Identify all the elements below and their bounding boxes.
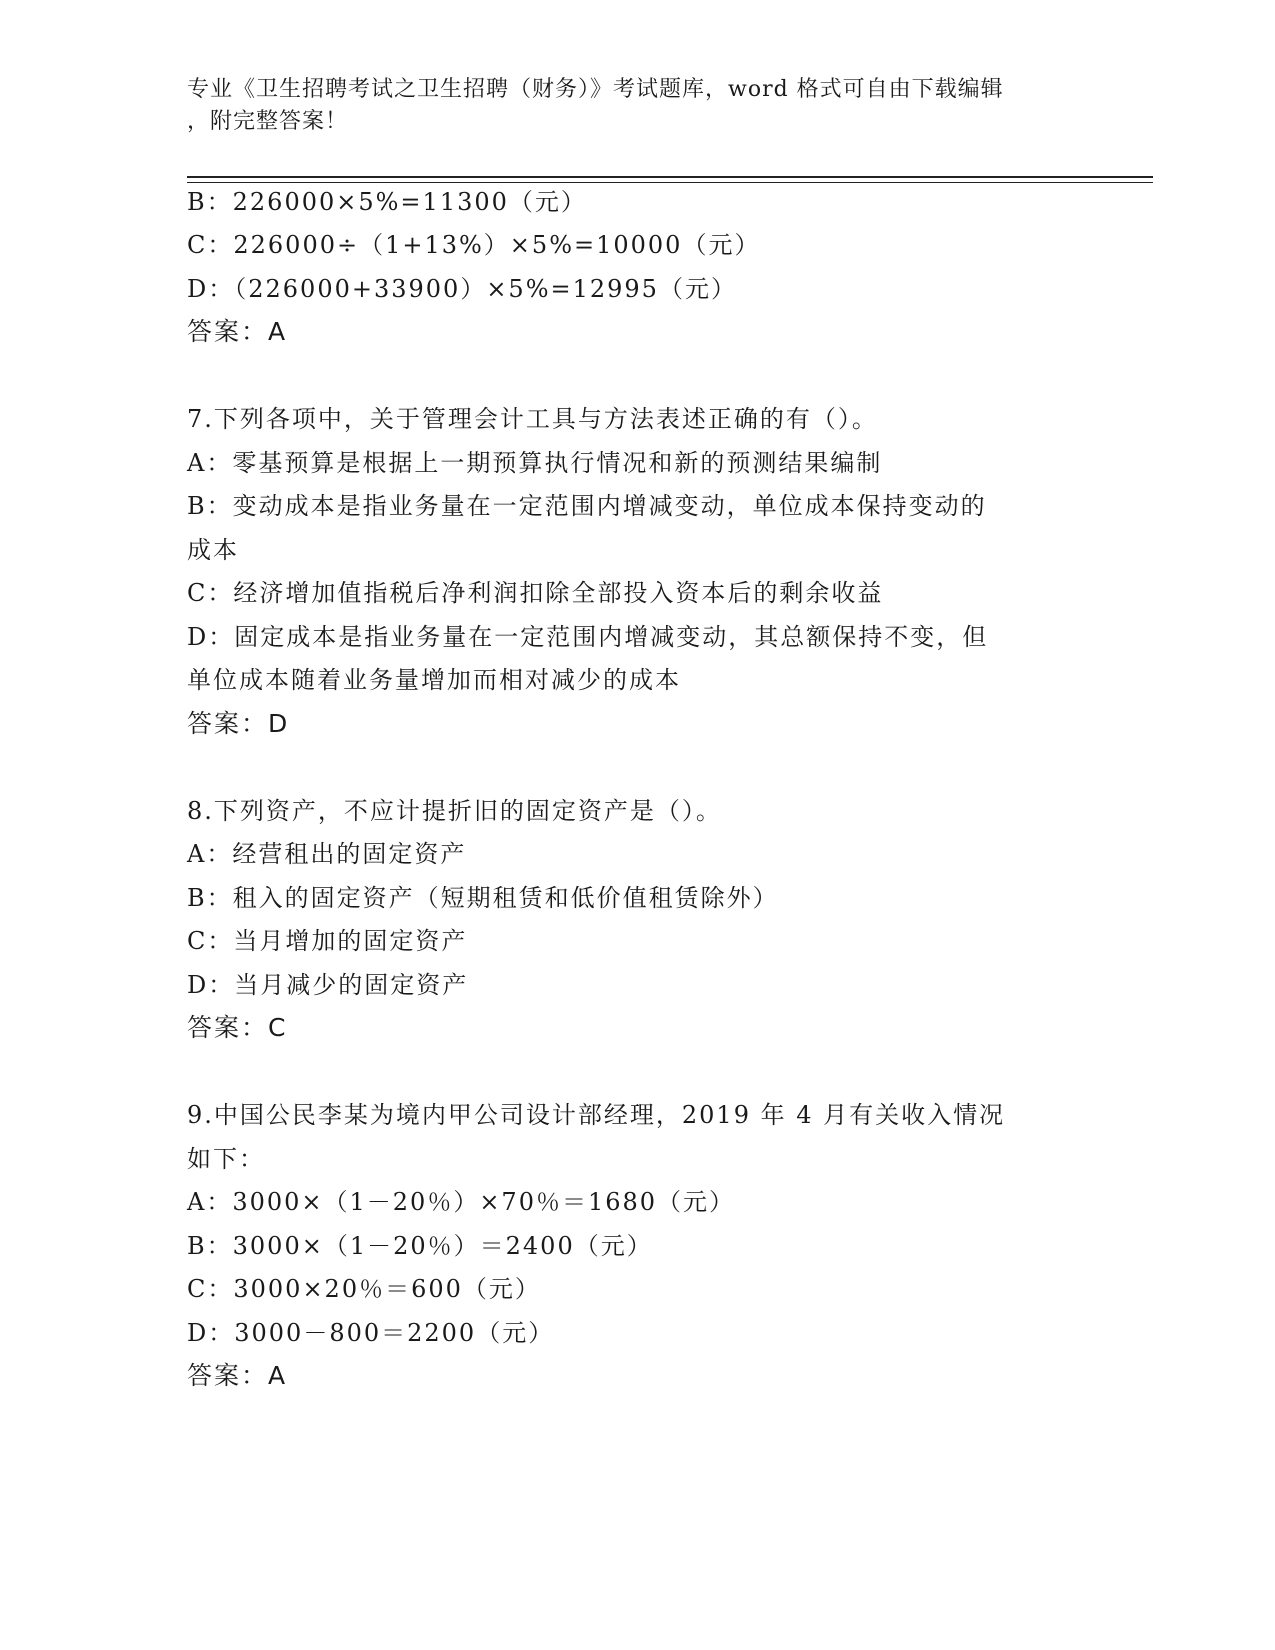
q8-stem: 8.下列资产，不应计提折旧的固定资产是（）。 [187, 797, 722, 825]
q9-stem-line1: 9.中国公民李某为境内甲公司设计部经理，2019 年 4 月有关收入情况 [187, 1101, 1006, 1129]
q9-option-b: B：3000×（1－20％）＝2400（元） [187, 1232, 653, 1260]
q7-option-c: C：经济增加值指税后净利润扣除全部投入资本后的剩余收益 [187, 579, 884, 607]
q9-option-a: A：3000×（1－20％）×70％＝1680（元） [187, 1188, 736, 1216]
q8-option-c: C：当月增加的固定资产 [187, 927, 468, 955]
q7-option-d-line1: D：固定成本是指业务量在一定范围内增减变动，其总额保持不变，但 [187, 623, 989, 651]
q6-answer: 答案：A [187, 317, 288, 346]
q7-option-b-line2: 成本 [187, 536, 239, 564]
q8-option-a: A：经营租出的固定资产 [187, 840, 467, 868]
q9-stem-line2: 如下： [187, 1145, 265, 1173]
q7-option-a: A：零基预算是根据上一期预算执行情况和新的预测结果编制 [187, 449, 883, 477]
q7-stem: 7.下列各项中，关于管理会计工具与方法表述正确的有（）。 [187, 405, 878, 433]
q7-option-d-line2: 单位成本随着业务量增加而相对减少的成本 [187, 666, 681, 694]
q6-option-d: D：（226000+33900）×5%=12995（元） [187, 275, 737, 303]
header-line-2: ，附完整答案！ [187, 109, 349, 134]
q8-answer: 答案：C [187, 1013, 288, 1042]
q8-option-b: B：租入的固定资产（短期租赁和低价值租赁除外） [187, 884, 779, 912]
header-line-1: 专业《卫生招聘考试之卫生招聘（财务）》考试题库，word 格式可自由下载编辑 [187, 77, 1004, 102]
q7-option-b-line1: B：变动成本是指业务量在一定范围内增减变动，单位成本保持变动的 [187, 492, 987, 520]
q7-answer: 答案：D [187, 709, 290, 738]
q6-option-b: B：226000×5%=11300（元） [187, 188, 587, 216]
q9-option-c: C：3000×20％＝600（元） [187, 1275, 541, 1303]
document-header [187, 74, 1067, 138]
header-divider-thin [187, 182, 1153, 183]
q9-option-d: D：3000－800＝2200（元） [187, 1319, 555, 1347]
q9-answer: 答案：A [187, 1361, 288, 1390]
q6-option-c: C：226000÷（1+13%）×5%=10000（元） [187, 231, 761, 259]
header-divider-thick [187, 176, 1153, 178]
q8-option-d: D：当月减少的固定资产 [187, 971, 469, 999]
